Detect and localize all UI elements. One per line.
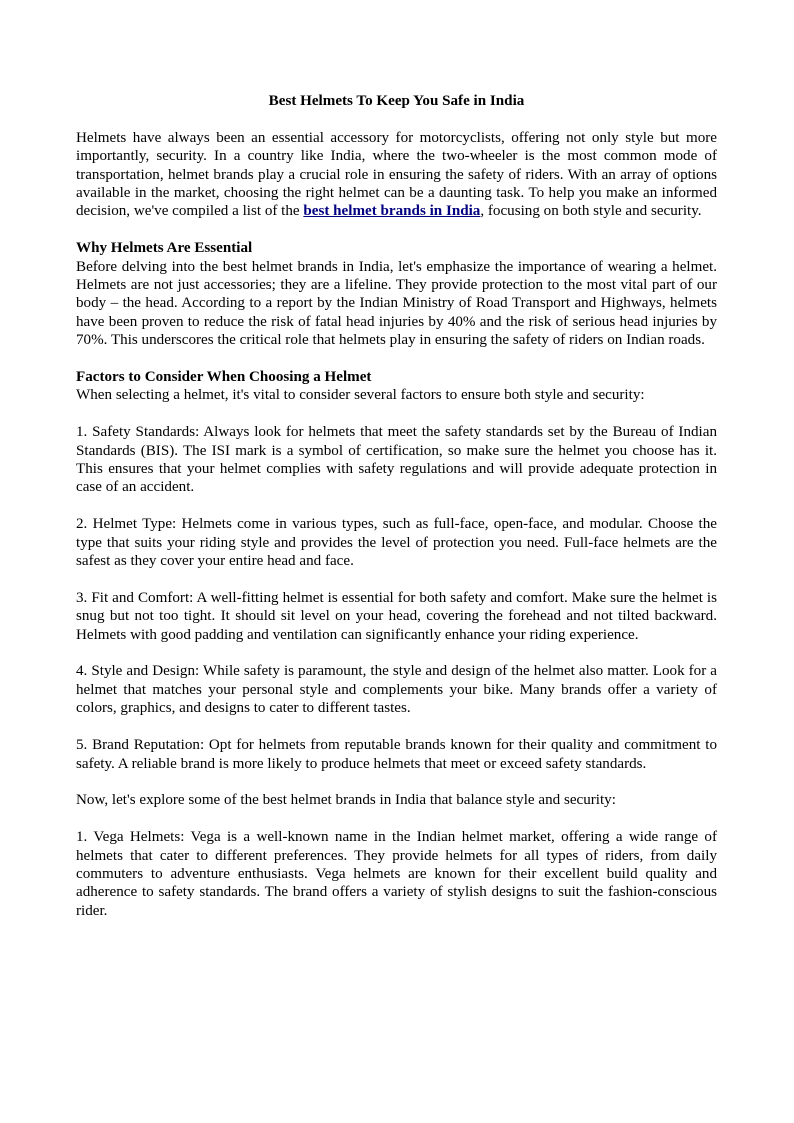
best-helmet-brands-link[interactable]: best helmet brands in India [303, 203, 481, 220]
factors-intro: When selecting a helmet, it's vital to consider several factors to ensure both style and security: [76, 387, 645, 404]
factor-item: 2. Helmet Type: Helmets come in various types, such as full-face, open-face, and modular. Choose the type that suits your riding style and provides the level of protection you need. Full-face helmets are the safest as they cover your entire head and face. [76, 516, 717, 570]
brands-intro: Now, let's explore some of the best helmet brands in India that balance style and security: [76, 792, 616, 809]
brand-item: 1. Vega Helmets: Vega is a well-known name in the Indian helmet market, offering a wide range of helmets that cater to different preferences. They provide helmets for all types of riders, from daily commuters to adventure enthusiasts. Vega helmets are known for their excellent build quality and adherence to safety standards. The brand offers a variety of stylish designs to suit the fashion-conscious rider. [76, 829, 717, 919]
intro-paragraph [76, 129, 717, 221]
why-helmets-body: Before delving into the best helmet brands in India, let's emphasize the importance of wearing a helmet. Helmets are not just accessories; they are a lifeline. They provide protection to the most vital part of our body – the head. According to a report by the Indian Ministry of Road Transport and Highways, helmets have been proven to reduce the risk of fatal head injuries by 40% and the risk of serious head injuries by 70%. This underscores the critical role that helmets play in ensuring the safety of riders on Indian roads. [76, 258, 717, 349]
factor-item: 5. Brand Reputation: Opt for helmets from reputable brands known for their quality and commitment to safety. A reliable brand is more likely to produce helmets that meet or exceed safety standards. [76, 737, 717, 772]
document-page [76, 92, 717, 939]
factor-item: 4. Style and Design: While safety is paramount, the style and design of the helmet also matter. Look for a helmet that matches your personal style and complements your bike. Many brands offer a variety of colors, graphics, and designs to cater to different tastes. [76, 663, 717, 717]
intro-text-before-link: Helmets have always been an essential accessory for motorcyclists, offering not only style but more importantly, security. In a country like India, where the two-wheeler is the most common mode of transportation, helmet brands play a crucial role in ensuring the safety of riders. With an array of options available in the market, choosing the right helmet can be a daunting task. To help you make an informed decision, we've compiled a list of the [76, 129, 717, 220]
page-title: Best Helmets To Keep You Safe in India [268, 93, 525, 109]
factor-item: 3. Fit and Comfort: A well-fitting helmet is essential for both safety and comfort. Make sure the helmet is snug but not too tight. It should sit level on your head, covering the forehead and not tilted backward. Helmets with good padding and ventilation can significantly enhance your riding experience. [76, 589, 717, 643]
intro-text-after-link: , focusing on both style and security. [480, 203, 702, 220]
factor-item: 1. Safety Standards: Always look for helmets that meet the safety standards set by the Bureau of Indian Standards (BIS). The ISI mark is a symbol of certification, so make sure the helmet you choose has it. This ensures that your helmet complies with safety regulations and will provide adequate protection in case of an accident. [76, 424, 717, 496]
why-helmets-heading: Why Helmets Are Essential [76, 240, 253, 257]
factors-heading: Factors to Consider When Choosing a Helmet [76, 369, 372, 386]
